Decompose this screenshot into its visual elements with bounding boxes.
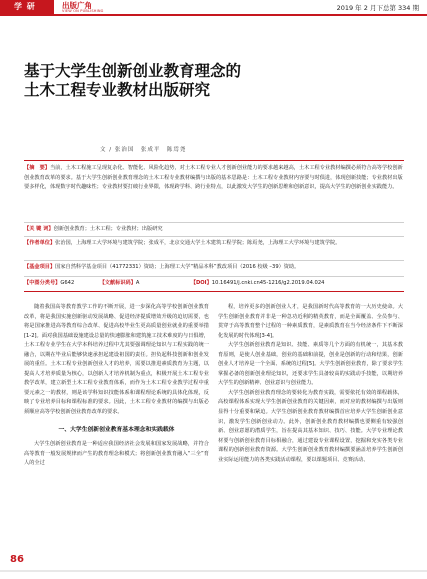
section-tag bbox=[0, 0, 54, 14]
body-paragraph: 随着我国高等教育教学工作的不断开展，进一步深化高等学校创新创业教育改革，将是我国实施创新驱动发展战略、促进经济提质增效升级的迫切需要，也将是国家推进高等教育综合改革、促进高校毕业生更高质量创业就业的重要举措[1-2]。面对我国基础设施建设总量的快速膨胀和建筑施工技术难度的与日俱增，土木工程专业学生在大学本科培养过程中尤其要强调理论知识与工程实践的统一融合，以期在毕业后能够快速承担起建设祖国的责任。担负起科技创新和创业发展的重任。土木工程专业创新创业人才的培养，需要以推进素质教育为主题，以提高人才培养质量为核心，以创新人才培养机制为重点，积极开展土木工程专业教学改革，建立新型土木工程专业教育体系，而作为土木工程专业教学过程中重要元素之一的教材，则是该学科知识技能体系和课程理论系统的具体化体现，反映了专业培养目标和课程标准的要求。因此，土木工程专业教材的编撰与出版必须顺应高等学校创新创业教育改革的要求。 bbox=[24, 304, 209, 416]
article-authors: 文 / 张治国 张成平 陈焉尧 bbox=[100, 147, 187, 153]
meta-bottom-rule bbox=[24, 291, 404, 292]
body-right-column bbox=[218, 303, 403, 465]
fund-label: 【基金项目】 bbox=[24, 264, 56, 270]
fund-text: 国家自然科学基金项目（41772331）资助；上海理工大学“精品本科”教改项目（2016 校级 –39）资助。 bbox=[55, 264, 300, 270]
abstract-top-rule bbox=[24, 160, 404, 161]
fund bbox=[24, 263, 404, 273]
abstract bbox=[24, 164, 404, 193]
classification-rule bbox=[24, 276, 404, 277]
author-info-text: 张治国，上海理工大学环境与建筑学院；张成平，北京交通大学土木建筑工程学院；陈焉尧，上海理工大学环境与建筑学院。 bbox=[55, 240, 341, 246]
page-header bbox=[0, 0, 427, 14]
body-paragraph: 大学生创新创业教育理念的要转化为教育实践，需要依托有效的课程载体，高校课程体系实现大学生创新创业教育的关键因素，而对应的教材编撰与出版则显得十分重要和紧迫。大学生创新创业教育教材编撰首应培养大学生创新创业意识，激发学生创新创业动力。此外，创新创业教育教材编撰也要侧重有较强创新、创业意愿的潜质学生，旨在提高其基本知识、技巧、技能。大学专业理论教材要与创新创业教育目标相融合，通过建设专业课程设置，挖掘和充实各类专业课程的创新创业教育资源。大学生创新创业教育教材编撰要涵盖培养学生创新创业实际运用能力的各类实践活动课程，要以课题项目、竞赛活动、 bbox=[218, 389, 403, 463]
keywords-label: 【关 键 词】 bbox=[24, 226, 54, 232]
page-number: 86 bbox=[10, 554, 24, 565]
body-left-column bbox=[24, 303, 209, 469]
article-title-line2: 土木工程专业教材出版研究 bbox=[24, 81, 211, 99]
classification bbox=[24, 279, 404, 289]
body-paragraph: 大学生创新创业教育是知识、技能、素质等几个方面的有机统一，其基本教育原则，是使人创业基础，创业的基础和前提，创业是创新的行动和结果，创新创业人才培养是一个全面、系统的过程[5]。大学生创新创业教育，除了要求学生掌握必备的创新创业理论知识，还要求学生具备较高的实践动手技能，以期培养大学生的创新精神、创业意识与创业能力。 bbox=[218, 342, 403, 387]
journal-brand bbox=[62, 0, 162, 15]
doi-value: 10.16491/j.cnki.cn45-1216/g2.2019.04.024 bbox=[211, 280, 325, 286]
journal-name-cn: 出版广角 bbox=[62, 1, 92, 10]
abstract-label: 【摘 要】 bbox=[24, 165, 50, 171]
section-heading: 一、大学生创新创业教育基本理念和实践载体 bbox=[58, 426, 175, 433]
article-title-line1: 基于大学生创新创业教育理念的 bbox=[24, 62, 242, 80]
author-info-label: 【作者单位】 bbox=[24, 240, 56, 246]
keywords-rule bbox=[24, 222, 404, 223]
issue-info: 2019 年 2 月下总第 334 期 bbox=[336, 4, 419, 12]
doc-label: 【文献标识码】 bbox=[99, 280, 136, 286]
author-info bbox=[24, 239, 404, 249]
keywords-text: 创新创业教育；土木工程；专业教材；出版研究 bbox=[53, 226, 163, 232]
abstract-text: 当前，土木工程施工呈现复杂化、智能化、风险化趋势，对土木工程专业人才创新创业能力的要求越来越高，土木工程专业教材编撰必须符合高等学校创新创业教育改革的要求。基于大学生创新创业教育理念的土木工程专业教材编撰与出版的基本思路是：土木工程专业教材内容要与时俱进，体现创新技能；专业教材出版要多样化，体现数字时代趣味性；专业教材要打破行业界限，体现跨学科、跨行业特点，以此激发大学生的创新思维和创新意识，提高大学生的创新创业实践能力。 bbox=[24, 165, 403, 191]
author-info-rule bbox=[24, 236, 404, 237]
body-paragraph: 程，培养更多的创新创业人才，是我国新时代高等教育的一大历史使命。大学生创新创业教育并非是一种急功近利的精英教育，而是全面覆盖、全员参与、贯穿于高等教育整个过程的一种素质教育，是素质教育在当今经济条件下不断深化发展的时代体现[3-4]。 bbox=[218, 304, 403, 339]
keywords bbox=[24, 225, 404, 235]
journal-name-en: VIEW ON PUBLISHING bbox=[62, 9, 104, 13]
section-tag-label: 学 研 bbox=[14, 2, 36, 11]
doc-value: A bbox=[135, 280, 140, 286]
fund-rule bbox=[24, 260, 404, 261]
footer-rule bbox=[0, 570, 427, 572]
header-rule bbox=[0, 14, 427, 16]
clc-value: G642 bbox=[60, 280, 75, 286]
body-paragraph: 大学生创新创业教育是一种适应我国经济社会发展和国家发展战略，并符合高等教育一般发展规律而产生的教育理念和模式；将创新创业教育融入“三全”育人的全过 bbox=[24, 441, 209, 467]
clc-label: 【中图分类号】 bbox=[24, 280, 61, 286]
doi-label: 【DOI】 bbox=[190, 280, 212, 286]
